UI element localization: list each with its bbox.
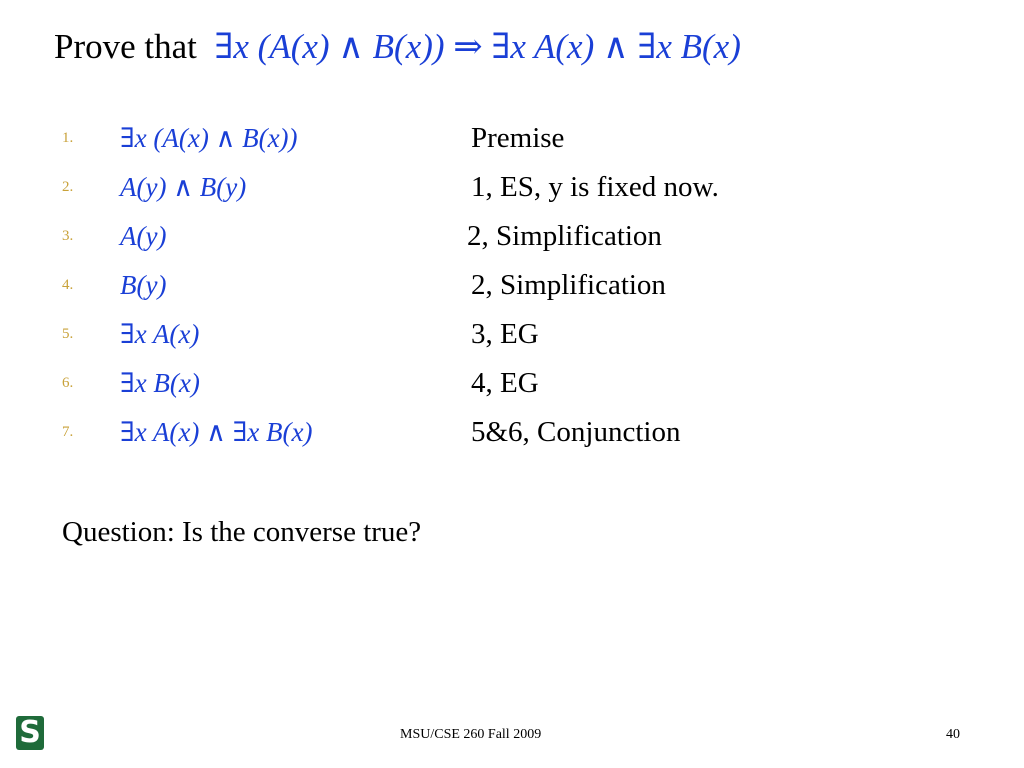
step-number: 7. [62, 424, 74, 440]
slide-title [54, 26, 741, 68]
step-reason: 2, Simplification [471, 269, 666, 301]
step-formula: ∃x (A(x) ∧ B(x)) [120, 123, 298, 153]
proof-step-1 [0, 116, 1024, 160]
step-reason: 2, Simplification [467, 220, 662, 252]
step-formula: ∃x B(x) [120, 368, 200, 398]
step-number: 4. [62, 277, 74, 293]
step-number: 1. [62, 130, 74, 146]
proof-step-6 [0, 361, 1024, 405]
page-number: 40 [946, 727, 960, 742]
step-number: 3. [62, 228, 74, 244]
step-number: 2. [62, 179, 74, 195]
step-formula: A(y) ∧ B(y) [120, 172, 247, 202]
step-formula: A(y) [120, 221, 167, 251]
question-text: Question: Is the converse true? [62, 516, 422, 548]
step-reason: 3, EG [471, 318, 539, 350]
proof-step-5 [0, 312, 1024, 356]
step-reason: 4, EG [471, 367, 539, 399]
title-prefix: Prove that [54, 27, 197, 66]
proof-step-7 [0, 410, 1024, 454]
step-formula: ∃x A(x) ∧ ∃x B(x) [120, 417, 313, 447]
step-formula: B(y) [120, 270, 167, 300]
footer-course: MSU/CSE 260 Fall 2009 [400, 727, 542, 742]
msu-logo-icon: S [16, 716, 44, 750]
step-number: 5. [62, 326, 74, 342]
step-formula: ∃x A(x) [120, 319, 200, 349]
proof-step-3 [0, 214, 1024, 258]
step-number: 6. [62, 375, 74, 391]
proof-step-4 [0, 263, 1024, 307]
step-reason: Premise [471, 122, 565, 154]
proof-step-2 [0, 165, 1024, 209]
step-reason: 5&6, Conjunction [471, 416, 681, 448]
title-formula: ∃x (A(x) ∧ B(x)) ⇒ ∃x A(x) ∧ ∃x B(x) [214, 27, 741, 66]
step-reason: 1, ES, y is fixed now. [471, 171, 719, 203]
